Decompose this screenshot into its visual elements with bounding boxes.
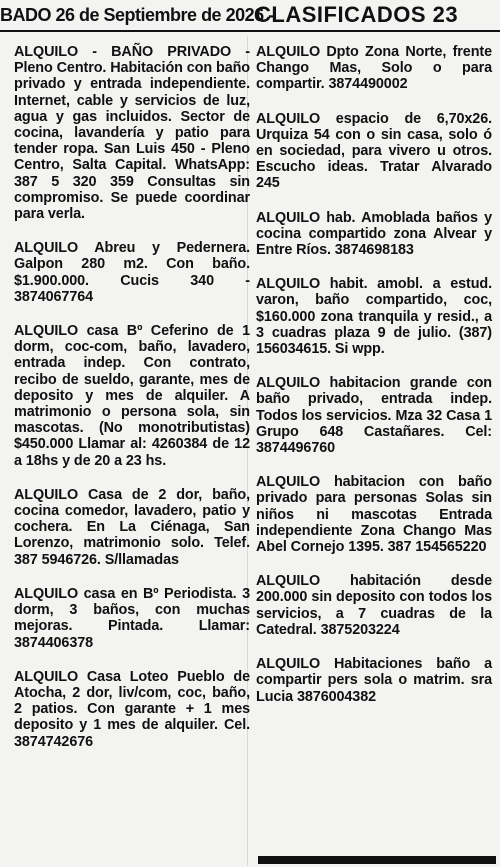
classified-ad: ALQUILO Dpto Zona Norte, frente Chango Mas, Solo o para compartir. 3874490002 [256, 44, 492, 93]
classified-ad: ALQUILO habitacion grande con baño privado, entrada indep. Todos los servicios. Mza 32 Casa 1 Grupo 648 Castañares. Cel: 3874496760 [256, 375, 492, 457]
header-section-title: CLASIFICADOS 23 [255, 2, 459, 27]
classified-ad: ALQUILO casa en Bº Periodista. 3 dorm, 3 baños, con muchas mejoras. Pintada. Llamar: 3874406378 [14, 585, 250, 651]
right-column [256, 44, 492, 723]
classified-ad: ALQUILO habitación desde 200.000 sin deposito con todos los servicios, a 7 cuadras de la Catedral. 3875203224 [256, 573, 492, 638]
classified-ad: ALQUILO Habitaciones baño a compartir pers sola o matrim. sra Lucia 3876004382 [256, 656, 492, 705]
page-header [0, 0, 500, 32]
classified-ad: ALQUILO hab. Amoblada baños y cocina compartido zona Alvear y Entre Ríos. 3874698183 [256, 209, 492, 259]
classified-ad: ALQUILO - BAÑO PRIVADO - Pleno Centro. Habitación con baño privado y entrada independiente. Internet, cable y servicios de luz, agua y gas incluidos. Sector de cocina, lavandería y patio para tender ropa. San Luis 450 - Pleno Centro, Salta Capital. WhatsApp: 387 5 320 359 Consultas sin compromiso. Se puede coordinar para verla. [14, 44, 250, 223]
bottom-rule [258, 856, 496, 864]
classified-ad: ALQUILO casa Bº Ceferino de 1 dorm, coc-com, baño, lavadero, entrada indep. Con contrato, recibo de sueldo, garante, mes de deposito y mes de alquiler. A matrimonio o persona sola, sin mascotas. (No monotributistas) $450.000 Llamar al: 4260384 de 12 a 18hs y de 20 a 23 hs. [14, 323, 250, 469]
classified-ad: ALQUILO habitacion con baño privado para personas Solas sin niños ni mascotas Entrada independiente Zona Chango Mas Abel Cornejo 1395. 387 154565220 [256, 474, 492, 556]
header-date: BADO 26 de Septiembre de 2026 - [0, 5, 274, 25]
classified-ad: ALQUILO espacio de 6,70x26. Urquiza 54 con o sin casa, solo ó en sociedad, para vivero u otros. Escucho ideas. Tratar Alvarado 245 [256, 110, 492, 192]
classified-ad: ALQUILO Casa de 2 dor, baño, cocina comedor, lavadero, patio y cochera. En La Ciénaga, San Lorenzo, matrimonio solo. Telef. 387 5946726. S/llamadas [14, 486, 250, 568]
left-column [14, 44, 250, 768]
classified-ad: ALQUILO Casa Loteo Pueblo de Atocha, 2 dor, liv/com, coc, baño, 2 patios. Con garante + 1 mes deposito y 1 mes de alquiler. Cel. 3874742676 [14, 668, 250, 750]
classified-ad: ALQUILO Abreu y Pedernera. Galpon 280 m2. Con baño. $1.900.000. Cucis 340 - 3874067764 [14, 240, 250, 305]
classified-ad: ALQUILO habit. amobl. a estud. varon, baño compartido, coc, $160.000 zona tranquila y resid., a 3 cuadras plaza 9 de julio. (387) 156034615. Si wpp. [256, 276, 492, 358]
